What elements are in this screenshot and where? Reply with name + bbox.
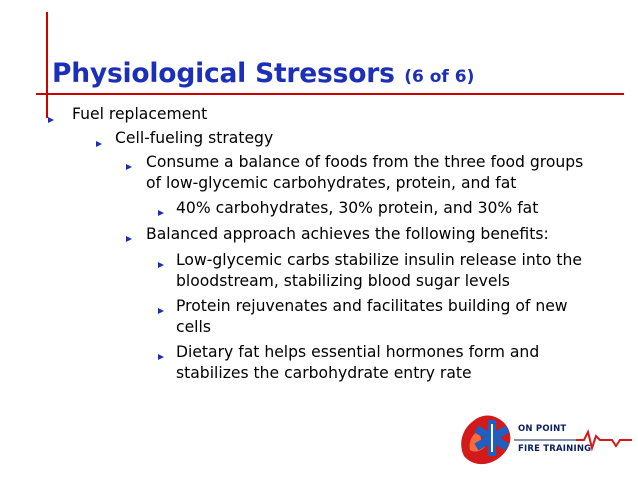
bullet-item-level2: Cell-fueling strategy bbox=[115, 129, 274, 147]
bullet-item-continuation: of low-glycemic carbohydrates, protein, and fat bbox=[146, 174, 517, 192]
bullet-item-continuation: bloodstream, stabilizing blood sugar levels bbox=[176, 272, 510, 290]
title-horizontal-rule bbox=[36, 93, 624, 95]
bullet-item-level3: Balanced approach achieves the following benefits: bbox=[146, 225, 549, 243]
on-point-fire-training-logo bbox=[456, 410, 634, 472]
bullet-item-continuation: stabilizes the carbohydrate entry rate bbox=[176, 364, 472, 382]
bullet-item-level1: Fuel replacement bbox=[72, 105, 208, 123]
bullet-triangle-icon bbox=[48, 117, 54, 123]
bullet-triangle-icon bbox=[158, 262, 164, 268]
title-text: Physiological Stressors bbox=[52, 58, 395, 89]
bullet-triangle-icon bbox=[96, 141, 102, 147]
logo-line1: ON POINT bbox=[518, 424, 567, 434]
bullet-item-level4: Protein rejuvenates and facilitates building of new bbox=[176, 297, 568, 315]
slide-title bbox=[52, 58, 474, 89]
bullet-item-level4: 40% carbohydrates, 30% protein, and 30% fat bbox=[176, 199, 539, 217]
bullet-item-continuation: cells bbox=[176, 318, 211, 336]
logo-line2: FIRE TRAINING bbox=[518, 444, 592, 454]
bullet-item-level3: Consume a balance of foods from the three food groups bbox=[146, 153, 584, 171]
bullet-triangle-icon bbox=[158, 210, 164, 216]
bullet-item-level4: Low-glycemic carbs stabilize insulin release into the bbox=[176, 251, 582, 269]
bullet-triangle-icon bbox=[158, 308, 164, 314]
title-suffix: (6 of 6) bbox=[404, 67, 475, 87]
bullet-triangle-icon bbox=[126, 236, 132, 242]
bullet-triangle-icon bbox=[126, 164, 132, 170]
bullet-item-level4: Dietary fat helps essential hormones form and bbox=[176, 343, 540, 361]
title-vertical-rule bbox=[46, 12, 48, 118]
bullet-triangle-icon bbox=[158, 354, 164, 360]
